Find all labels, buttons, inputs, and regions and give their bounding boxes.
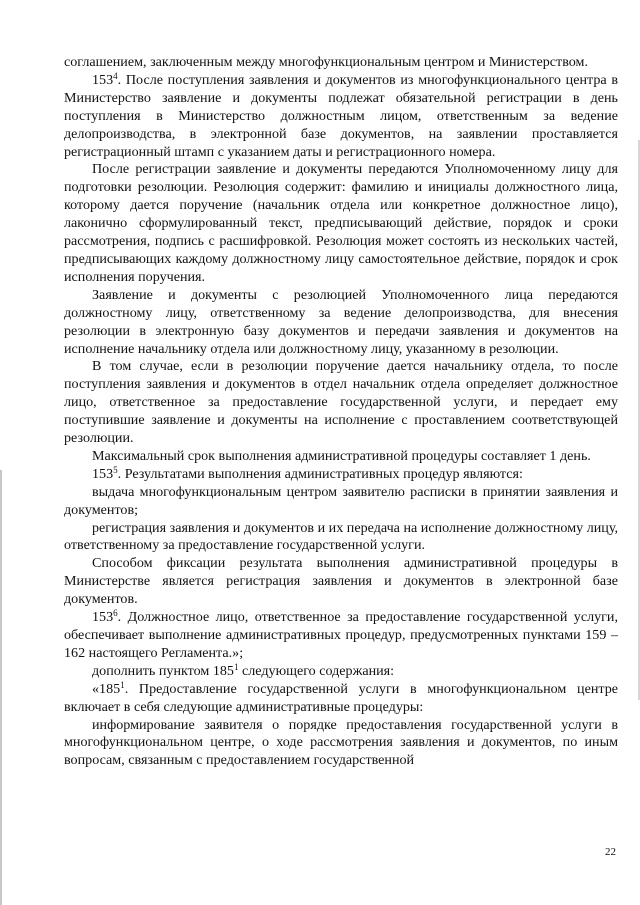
paragraph-text: дополнить пунктом 185 (92, 662, 234, 679)
page-number: 22 (605, 846, 616, 858)
paragraph (64, 717, 618, 771)
paragraph-text: информирование заявителя о порядке предоставления государственной услуги в многофункциональном центре, о ходе рассмотрения заявления и документов, по иным вопросам, связанным с предоставлением государственной (64, 716, 618, 769)
paragraph (64, 72, 618, 162)
paragraph (64, 448, 618, 466)
paragraph-text: В том случае, если в резолюции поручение дается начальнику отдела, то после поступления заявления и документов в отдел начальник отдела определяет должностное лицо, ответственное за предоставление государственной услуги, и передает ему поступившие заявление и документы на исполнение с проставлением соответствующей резолюции. (64, 358, 618, 447)
paragraph-text: 153 (92, 71, 114, 88)
paragraph-text: «185 (92, 680, 121, 697)
superscript-text: 6 (113, 608, 118, 619)
paragraph (64, 520, 618, 556)
superscript-text: 1 (120, 679, 125, 690)
paragraph (64, 484, 618, 520)
paragraph (64, 466, 618, 484)
paragraph-text: соглашением, заключенным между многофункциональным центром и Министерством. (64, 54, 589, 70)
paragraph-text: . Предоставление государственной услуги в многофункциональном центре включает в себя следующие административные процедуры: (64, 680, 618, 715)
paragraph (64, 161, 618, 286)
paragraph (64, 287, 618, 359)
paragraph (64, 54, 618, 72)
paragraph (64, 555, 618, 609)
paragraph-text: выдача многофункциональным центром заявителю расписки в принятии заявления и документов; (64, 483, 618, 518)
paragraph-text: следующего содержания: (238, 662, 395, 679)
paragraph (64, 609, 618, 663)
paragraph-text: Способом фиксации результата выполнения административной процедуры в Министерстве является регистрация заявления и документов в электронной базе документов. (64, 555, 618, 608)
paragraph (64, 663, 618, 681)
paragraph-text: Максимальный срок выполнения административной процедуры составляет 1 день. (92, 447, 591, 464)
paragraph-text: регистрация заявления и документов и их передача на исполнение должностному лицу, ответственному за предоставление государственной услуги. (64, 519, 618, 554)
paragraph-text: . Результатами выполнения административных процедур являются: (117, 465, 523, 482)
paragraph-text: . После поступления заявления и документов из многофункционального центра в Министерство заявление и документы подлежат обязательной регистрации в день поступления в Министерство должностным лицом, ответственным за ведение делопроизводства, в электронной базе документов, на заявлении проставляется регистрационный штамп с указанием даты и регистрационного номера. (64, 71, 618, 160)
paragraph-text: После регистрации заявление и документы передаются Уполномоченному лицу для подготовки резолюции. Резолюция содержит: фамилию и инициалы должностного лица, которому дается поручение (начальник отдела или конкретное должностное лицо), лаконично сформулированный текст, предписывающий действие, порядок и сроки рассмотрения, подпись с расшифровкой. Резолюция может состоять из нескольких частей, предписывающих каждому должностному лицу самостоятельное действие, порядок и срок исполнения поручения. (64, 161, 618, 285)
paragraph-text: 153 (92, 609, 114, 626)
superscript-text: 1 (233, 661, 239, 672)
superscript-text: 4 (113, 70, 118, 81)
superscript-text: 5 (113, 464, 118, 475)
paragraph (64, 681, 618, 717)
document-body (64, 54, 618, 770)
scan-edge-left (0, 470, 2, 905)
paragraph-text: Заявление и документы с резолюцией Уполномоченного лица передаются должностному лицу, ответственному за ведение делопроизводства, для внесения резолюции в электронную базу документов и передачи заявления и документов на исполнение начальнику отдела или должностному лицу, указанному в резолюции. (64, 286, 618, 357)
paragraph (64, 358, 618, 448)
paragraph-text: . Должностное лицо, ответственное за предоставление государственной услуги, обеспечивает выполнение административных процедур, предусмотренных пунктами 159 – 162 настоящего Регламента.»; (64, 609, 618, 661)
paragraph-text: 153 (92, 465, 114, 482)
